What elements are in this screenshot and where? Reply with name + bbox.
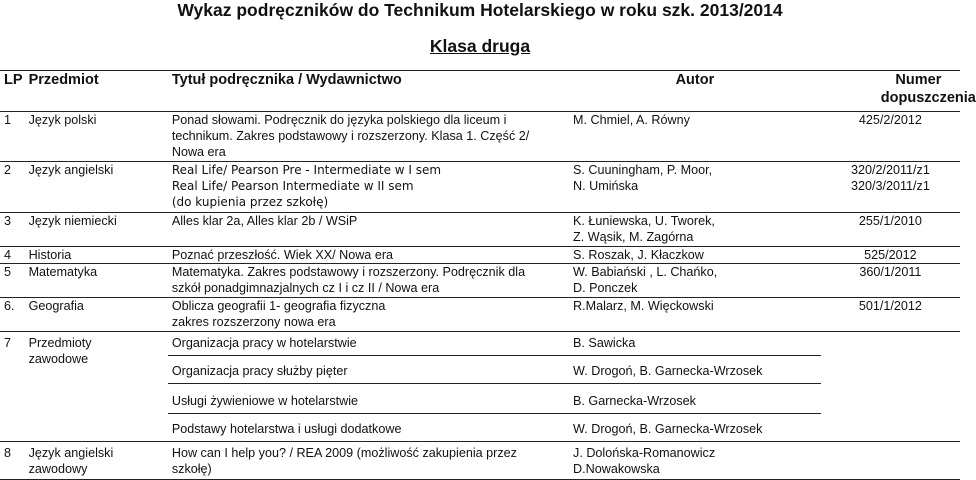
table-row — [0, 112, 960, 162]
cell-number: 425/2/2012 — [821, 112, 960, 162]
cell-lp: 6. — [0, 298, 25, 332]
cell-author: J. Dolońska-Romanowicz D.Nowakowska — [569, 442, 821, 480]
cell-author: M. Chmiel, A. Równy — [569, 112, 821, 162]
cell-lp: 7 — [0, 332, 25, 442]
page-title: Wykaz podręczników do Technikum Hotelarskiego w roku szk. 2013/2014 — [177, 0, 783, 20]
cell-author: W. Drogoń, B. Garnecka-Wrzosek — [569, 414, 821, 442]
cell-book: Poznać przeszłość. Wiek XX/ Nowa era — [168, 247, 569, 264]
table-row — [0, 332, 960, 356]
header-book: Tytuł podręcznika / Wydawnictwo — [168, 71, 569, 112]
cell-book: Matematyka. Zakres podstawowy i rozszerzony. Podręcznik dla szkół ponadgimnazjalnych cz I i cz II / Nowa era — [168, 264, 569, 298]
cell-author: K. Łuniewska, U. Tworek, Z. Wąsik, M. Zagórna — [569, 213, 821, 247]
cell-author: B. Sawicka — [569, 332, 821, 356]
table-row — [0, 264, 960, 298]
cell-number: 320/2/2011/z1 320/3/2011/z1 — [821, 162, 960, 213]
header-number: Numer dopuszczenia — [821, 71, 960, 112]
table-row — [0, 162, 960, 213]
cell-lp: 2 — [0, 162, 25, 213]
cell-book: Organizacja pracy w hotelarstwie — [168, 332, 569, 356]
cell-author: W. Drogoń, B. Garnecka-Wrzosek — [569, 356, 821, 384]
cell-subject: Geografia — [25, 298, 168, 332]
cell-lp: 3 — [0, 213, 25, 247]
table-row — [0, 442, 960, 480]
cell-author: S. Cuuningham, P. Moor, N. Umińska — [569, 162, 821, 213]
cell-lp: 4 — [0, 247, 25, 264]
table-row — [0, 298, 960, 332]
header-author: Autor — [569, 71, 821, 112]
table-row — [0, 247, 960, 264]
table-row — [0, 213, 960, 247]
header-lp: LP — [0, 71, 25, 112]
cell-number: 360/1/2011 — [821, 264, 960, 298]
header-subject: Przedmiot — [25, 71, 168, 112]
cell-lp: 5 — [0, 264, 25, 298]
cell-subject: Historia — [25, 247, 168, 264]
cell-lp: 8 — [0, 442, 25, 480]
cell-book: Podstawy hotelarstwa i usługi dodatkowe — [168, 414, 569, 442]
cell-author: W. Babiański , L. Chańko, D. Ponczek — [569, 264, 821, 298]
cell-number: 255/1/2010 — [821, 213, 960, 247]
class-subtitle: Klasa druga — [429, 36, 531, 56]
cell-lp: 1 — [0, 112, 25, 162]
cell-number: 501/1/2012 — [821, 298, 960, 332]
cell-author: S. Roszak, J. Kłaczkow — [569, 247, 821, 264]
cell-book: Ponad słowami. Podręcznik do języka polskiego dla liceum i technikum. Zakres podstawowy i rozszerzony. Klasa 1. Część 2/ Nowa era — [168, 112, 569, 162]
cell-subject: Matematyka — [25, 264, 168, 298]
cell-subject: Język angielski zawodowy — [25, 442, 168, 480]
cell-subject: Przedmioty zawodowe — [25, 332, 168, 442]
cell-book: How can I help you? / REA 2009 (możliwość zakupienia przez szkołę) — [168, 442, 569, 480]
table-header-row — [0, 71, 960, 112]
cell-author: B. Garnecka-Wrzosek — [569, 384, 821, 414]
cell-book: Oblicza geografii 1- geografia fizyczna zakres rozszerzony nowa era — [168, 298, 569, 332]
cell-number: 525/2012 — [821, 247, 960, 264]
cell-book: Alles klar 2a, Alles klar 2b / WSiP — [168, 213, 569, 247]
cell-number — [821, 442, 960, 480]
cell-subject: Język polski — [25, 112, 168, 162]
cell-subject: Język niemiecki — [25, 213, 168, 247]
textbook-table — [0, 70, 976, 480]
cell-author: R.Malarz, M. Więckowski — [569, 298, 821, 332]
cell-subject: Język angielski — [25, 162, 168, 213]
cell-book: Real Life/ Pearson Pre - Intermediate w I sem Real Life/ Pearson Intermediate w II sem (do kupienia przez szkołę) — [168, 162, 569, 213]
cell-book: Usługi żywieniowe w hotelarstwie — [168, 384, 569, 414]
cell-number — [821, 332, 960, 442]
cell-book: Organizacja pracy służby pięter — [168, 356, 569, 384]
